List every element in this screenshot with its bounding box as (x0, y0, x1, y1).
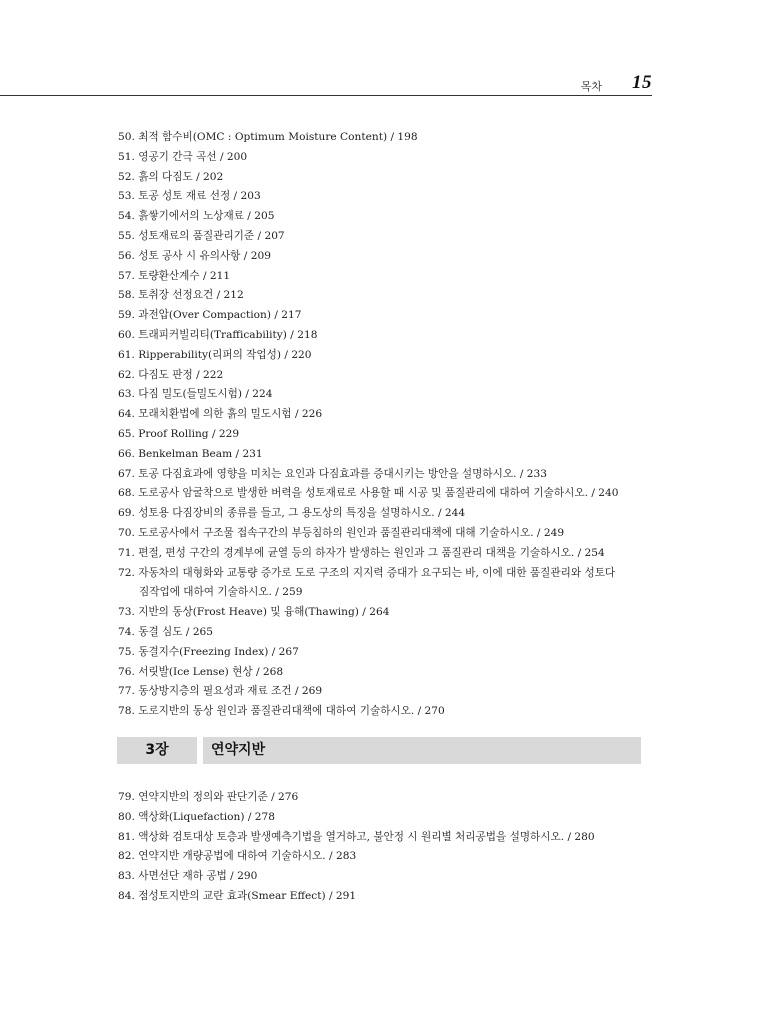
toc-item-50: 50. 최적 함수비(OMC : Optimum Moisture Content) / 198 (118, 131, 418, 143)
toc-item-53: 53. 토공 성토 재료 선정 / 203 (118, 190, 261, 203)
running-header (0, 73, 652, 96)
toc-item-65: 65. Proof Rolling / 229 (118, 427, 240, 440)
toc-item-54: 54. 흙쌓기에서의 노상재료 / 205 (118, 210, 275, 223)
toc-item-68: 68. 도로공사 암굴착으로 발생한 버력을 성토재료로 사용할 때 시공 및 품질관리에 대하여 기술하시오. / 240 (118, 487, 619, 500)
toc-item-78: 78. 도로지반의 동상 원인과 품질관리대책에 대하여 기술하시오. / 270 (118, 705, 445, 718)
toc-item-62: 62. 다짐도 판정 / 222 (118, 368, 224, 381)
toc-item-51: 51. 영공기 간극 곡선 / 200 (118, 150, 248, 163)
toc-item-69: 69. 성토용 다짐장비의 종류를 들고, 그 용도상의 특징을 설명하시오. / 244 (118, 507, 466, 520)
toc-item-76: 76. 서릿발(Ice Lense) 현상 / 268 (118, 665, 284, 678)
toc-item-55: 55. 성토재료의 품질관리기준 / 207 (118, 229, 285, 242)
page-number: 15 (632, 72, 652, 93)
header-section-title: 목차 (580, 80, 602, 93)
toc-list-part2 (118, 788, 648, 907)
toc-item-58: 58. 토취장 선정요건 / 212 (118, 289, 244, 302)
toc-item-63: 63. 다짐 밀도(들밀도시험) / 224 (118, 388, 273, 401)
toc-item-72: 72. 자동차의 대형화와 교통량 증가로 도로 구조의 지지력 증대가 요구되는 바, 이에 대한 품질관리와 성토다 (118, 566, 616, 579)
toc-item-72-continuation: 짐작업에 대하여 기술하시오. / 259 (139, 586, 303, 599)
toc-item-74: 74. 동결 심도 / 265 (118, 625, 214, 638)
chapter-heading-bar (117, 737, 641, 764)
toc-item-79: 79. 연약지반의 정의와 판단기준 / 276 (118, 791, 299, 803)
toc-list-part1 (118, 128, 648, 722)
toc-item-73: 73. 지반의 동상(Frost Heave) 및 융해(Thawing) / 264 (118, 606, 390, 619)
toc-item-84: 84. 점성토지반의 교란 효과(Smear Effect) / 291 (118, 889, 357, 902)
toc-item-75: 75. 동결지수(Freezing Index) / 267 (118, 645, 299, 658)
toc-item-61: 61. Ripperability(리퍼의 작업성) / 220 (118, 348, 312, 361)
toc-item-52: 52. 흙의 다짐도 / 202 (118, 170, 224, 183)
toc-item-59: 59. 과전압(Over Compaction) / 217 (118, 309, 302, 322)
toc-item-71: 71. 편절, 편성 구간의 경계부에 균열 등의 하자가 발생하는 원인과 그 품질관리 대책을 기술하시오. / 254 (118, 546, 605, 559)
chapter-title: 연약지반 (211, 742, 266, 758)
toc-item-83: 83. 사면선단 재하 공법 / 290 (118, 870, 258, 883)
toc-item-67: 67. 토공 다짐효과에 영향을 미치는 요인과 다짐효과를 증대시키는 방안을 설명하시오. / 233 (118, 467, 547, 480)
toc-item-82: 82. 연약지반 개량공법에 대하여 기술하시오. / 283 (118, 850, 357, 863)
toc-item-56: 56. 성토 공사 시 유의사항 / 209 (118, 249, 271, 262)
toc-item-80: 80. 액상화(Liquefaction) / 278 (118, 810, 276, 823)
chapter-number: 3장 (145, 742, 169, 758)
toc-item-57: 57. 토량환산계수 / 211 (118, 269, 231, 282)
toc-item-66: 66. Benkelman Beam / 231 (118, 447, 263, 460)
toc-item-81: 81. 액상화 검토대상 토층과 발생예측기법을 열거하고, 불안정 시 원리별 처리공법을 설명하시오. / 280 (118, 830, 595, 843)
toc-item-70: 70. 도로공사에서 구조물 접속구간의 부등침하의 원인과 품질관리대책에 대해 기술하시오. / 249 (118, 526, 565, 539)
toc-item-64: 64. 모래치환법에 의한 흙의 밀도시험 / 226 (118, 408, 323, 421)
toc-item-77: 77. 동상방지층의 필요성과 재료 조건 / 269 (118, 685, 323, 698)
chapter-divider (197, 737, 203, 764)
toc-item-60: 60. 트래피커빌리티(Trafficability) / 218 (118, 328, 318, 341)
